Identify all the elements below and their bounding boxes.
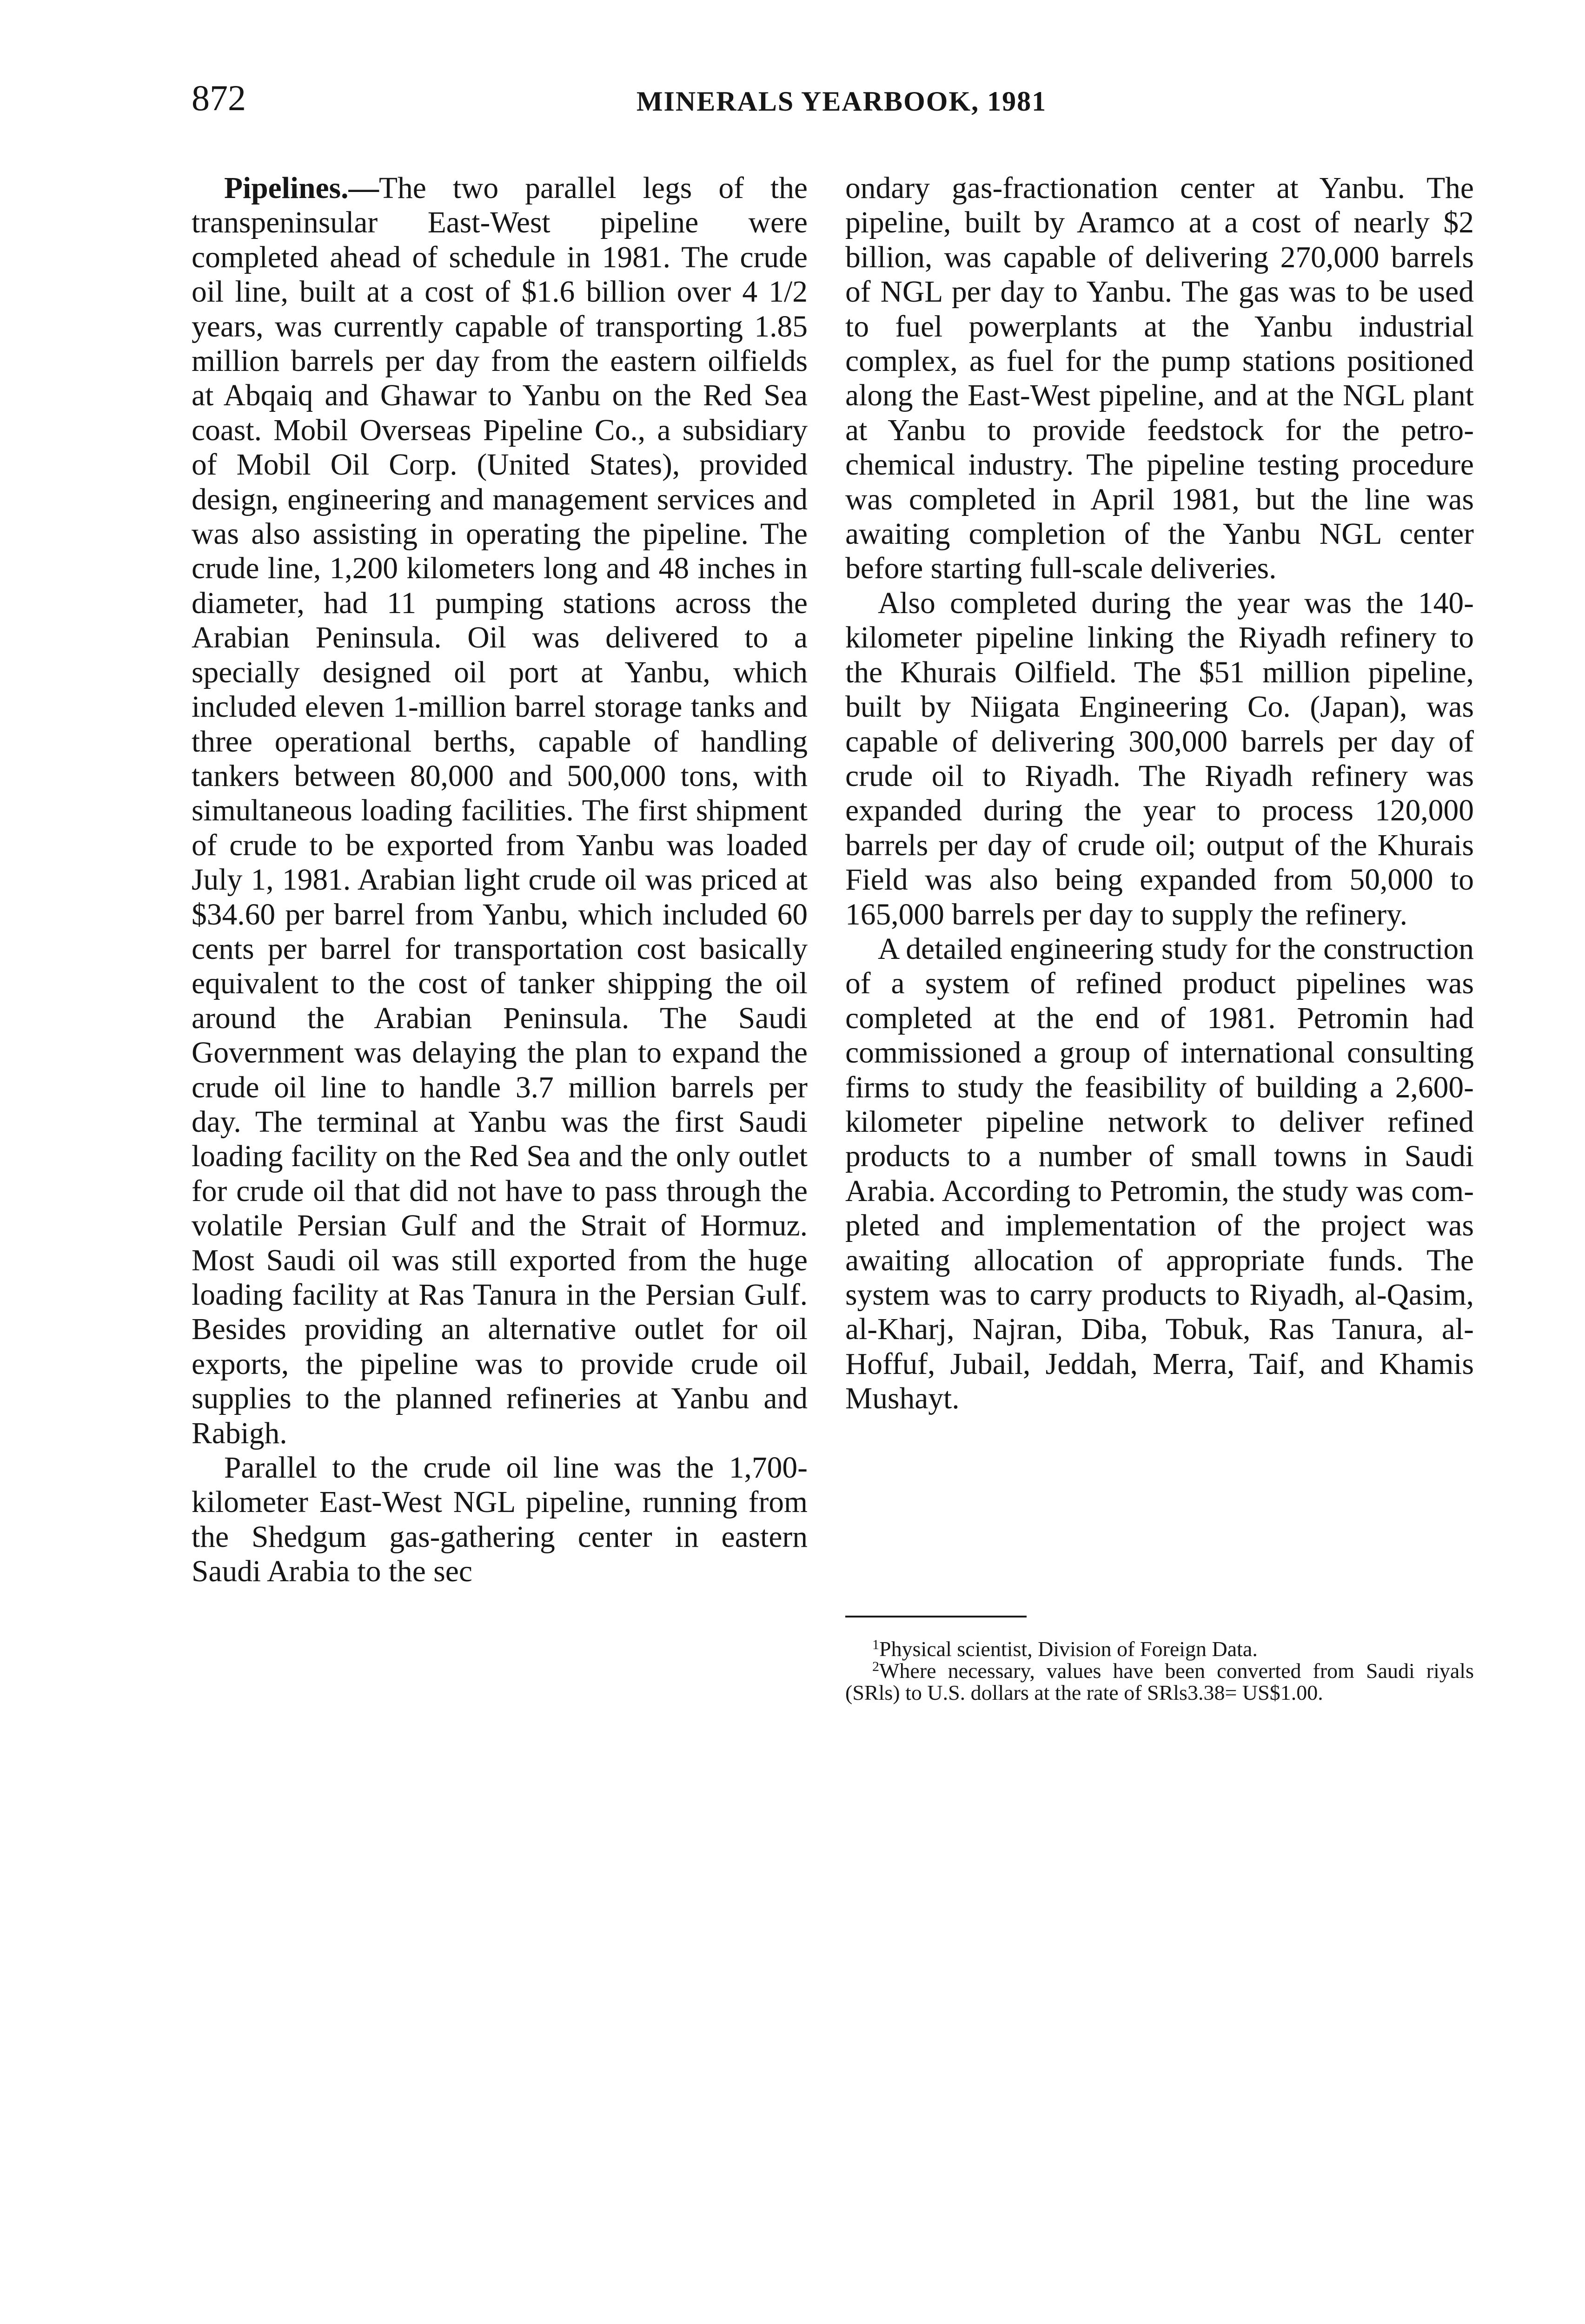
left-column [192, 171, 808, 1589]
section-heading-pipelines: Pipelines.— [224, 172, 379, 205]
paragraph-riyadh-pipeline: Also completed during the year was the 140-kilometer pipeline linking the Riyadh refinery to the Khurais Oilfield. The $51 million pipeline, built by Niigata Engineering Co. (Japan), was capable of delivering 300,000 barrels per day of crude oil to Riyadh. The Riyadh refinery was expanded during the year to process 120,000 barrels per day of crude oil; output of the Khurais Field was also being expanded from 50,000 to 165,000 barrels per day to supply the refinery. [845, 586, 1474, 931]
paragraph-text: The two parallel legs of the transpeninsular East-West pipeline were completed ahead of schedule in 1981. The crude oil line, built at a cost of $1.6 billion over 4 1/2 years, was currently capable of transporting 1.85 million barrels per day from the eastern oilfields at Abqaiq and Ghawar to Yanbu on the Red Sea coast. Mobil Overseas Pipeline Co., a subsidiary of Mobil Oil Corp. (United States), provided design, engineering and management services and was also assisting in operating the pipeline. The crude line, 1,200 kilometers long and 48 inches in diameter, had 11 pumping stations across the Arabian Peninsula. Oil was delivered to a specially designed oil port at Yanbu, which included eleven 1-million barrel storage tanks and three operational berths, capable of handling tankers between 80,000 and 500,000 tons, with simultaneous loading facilities. The first shipment of crude to be exported from Yanbu was loaded July 1, 1981. Arabian light crude oil was priced at $34.60 per barrel from Yanbu, which included 60 cents per barrel for transportation cost basically equivalent to the cost of tanker shipping the oil around the Arabian Peninsula. The Saudi Government was delaying the plan to expand the crude oil line to handle 3.7 million barrels per day. The terminal at Yanbu was the first Saudi loading facility on the Red Sea and the only outlet for crude oil that did not have to pass through the volatile Persian Gulf and the Strait of Hormuz. Most Saudi oil was still exported from the huge loading facility at Ras Tanura in the Persian Gulf. Besides providing an alternative outlet for oil exports, the pipeline was to provide crude oil supplies to the planned refineries at Yanbu and Rabigh. [192, 172, 808, 1450]
footnote-text: Physical scientist, Division of Foreign Data. [879, 1637, 1258, 1661]
footnote-2 [845, 1660, 1474, 1703]
footnote-text: Where necessary, values have been converted from Saudi riyals (SRls) to U.S. dollars at the rate of SRls3.38= US$1.00. [845, 1659, 1474, 1704]
footnote-1 [845, 1638, 1474, 1660]
paragraph-refined-products-study: A detailed engineering study for the construction of a system of refined product pipelines was completed at the end of 1981. Petromin had commissioned a group of international consulting firms to study the feasibility of building a 2,600-kilometer pipeline network to deliver refined products to a number of small towns in Saudi Arabia. According to Petromin, the study was completed and implementation of the project was awaiting allocation of appropriate funds. The system was to carry products to Riyadh, al-Qasim, al-Kharj, Najran, Diba, Tobuk, Ras Tanura, al-Hoffuf, Jubail, Jeddah, Merra, Taif, and Khamis Mushayt. [845, 932, 1474, 1416]
paragraph-pipelines [192, 171, 808, 1451]
footnote-mark: 2 [872, 1659, 879, 1674]
running-title: MINERALS YEARBOOK, 1981 [636, 86, 1047, 117]
footnote-divider [845, 1616, 1027, 1618]
right-column [845, 171, 1474, 1416]
footnotes [845, 1638, 1474, 1703]
paragraph-ngl-pipeline: Parallel to the crude oil line was the 1,700-kilometer East-West NGL pipeline, running from the Shedgum gas-gathering center in eastern Saudi Arabia to the sec [192, 1451, 808, 1589]
page-number: 872 [192, 78, 246, 118]
footnote-mark: 1 [872, 1637, 879, 1652]
paragraph-ngl-pipeline-continued: ondary gas-fractionation center at Yanbu. The pipeline, built by Aramco at a cost of nearly $2 billion, was capable of delivering 270,000 barrels of NGL per day to Yanbu. The gas was to be used to fuel powerplants at the Yanbu industrial complex, as fuel for the pump stations positioned along the East-West pipeline, and at the NGL plant at Yanbu to provide feedstock for the petrochemical industry. The pipeline testing procedure was completed in April 1981, but the line was awaiting completion of the Yanbu NGL center before starting full-scale deliveries. [845, 172, 1474, 586]
